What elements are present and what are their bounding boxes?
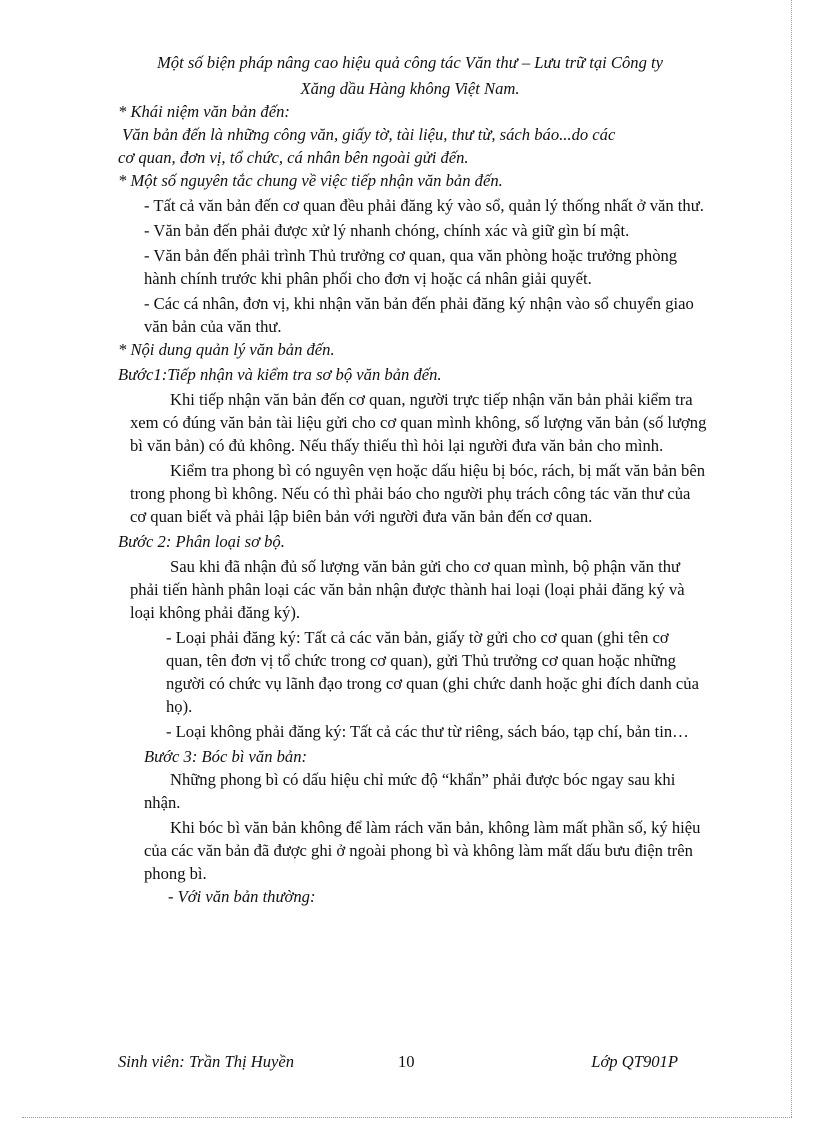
header-line-1: Một số biện pháp nâng cao hiệu quả công tác Văn thư – Lưu trữ tại Công ty [156,53,664,72]
footer-page-number: 10 [398,1052,415,1071]
principle-item: - Tất cả văn bản đến cơ quan đều phải đăng ký vào sổ, quản lý thống nhất ở văn thư. [144,196,704,215]
concept-text-line-1: Văn bản đến là những công văn, giấy tờ, tài liệu, thư từ, sách báo...do các [118,125,616,144]
document-body [118,100,708,908]
page-footer [118,1052,678,1076]
principle-item: - Văn bản đến phải được xử lý nhanh chóng, chính xác và giữ gìn bí mật. [144,221,630,240]
step3-paragraph: Khi bóc bì văn bản không để làm rách văn bản, không làm mất phần số, ký hiệu của các văn bản đã được ghi ở ngoài phong bì và không làm mất dấu bưu điện trên phong bì. [144,818,701,883]
header-line-2: Xăng dầu Hàng không Việt Nam. [300,79,520,98]
running-header [110,50,710,102]
step1-paragraph: Khi tiếp nhận văn bản đến cơ quan, người trực tiếp nhận văn bản phải kiểm tra xem có đúng văn bản tài liệu gửi cho cơ quan mình không, số lượng văn bản (số lượng bì văn bản) có đủ không. Nếu thấy thiếu thì hỏi lại người đưa văn bản cho mình. [130,390,707,455]
page-border-right [791,0,792,1117]
step2-item: - Loại phải đăng ký: Tất cả các văn bản, giấy tờ gửi cho cơ quan (ghi tên cơ quan, tên đơn vị tổ chức trong cơ quan), gửi Thủ trưởng cơ quan hoặc những người có chức vụ lãnh đạo trong cơ quan (ghi chức danh hoặc ghi đích danh của họ). [166,628,699,716]
step2-heading: Bước 2: Phân loại sơ bộ. [118,532,285,551]
management-heading: * Nội dung quản lý văn bản đến. [118,340,335,359]
step2-paragraph: Sau khi đã nhận đủ số lượng văn bản gửi cho cơ quan mình, bộ phận văn thư phải tiến hành phân loại các văn bản nhận được thành hai loại (loại phải đăng ký và loại không phải đăng ký). [130,557,685,622]
step2-item: - Loại không phải đăng ký: Tất cả các thư từ riêng, sách báo, tạp chí, bản tin… [166,722,689,741]
step3-heading: Bước 3: Bóc bì văn bản: [144,747,308,766]
page-border-bottom [22,1117,792,1118]
step1-paragraph: Kiểm tra phong bì có nguyên vẹn hoặc dấu hiệu bị bóc, rách, bị mất văn bản bên trong phong bì không. Nếu có thì phải báo cho người phụ trách công tác văn thư của cơ quan biết và phải lập biên bản với người đưa văn bản đến cơ quan. [130,461,705,526]
footer-class: Lớp QT901P [591,1052,678,1071]
step3-paragraph: Những phong bì có dấu hiệu chỉ mức độ “khẩn” phải được bóc ngay sau khi nhận. [144,770,676,812]
concept-heading: * Khái niệm văn bản đến: [118,102,290,121]
step1-heading: Bước1:Tiếp nhận và kiểm tra sơ bộ văn bản đến. [118,365,442,384]
principle-item: - Các cá nhân, đơn vị, khi nhận văn bản đến phải đăng ký nhận vào sổ chuyển giao văn bản của văn thư. [144,294,694,336]
step3-item: - Với văn bản thường: [168,887,316,906]
principles-heading: * Một số nguyên tắc chung về việc tiếp nhận văn bản đến. [118,171,503,190]
footer-student: Sinh viên: Trần Thị Huyền [118,1052,295,1071]
principle-item: - Văn bản đến phải trình Thủ trưởng cơ quan, qua văn phòng hoặc trưởng phòng hành chính trước khi phân phối cho đơn vị hoặc cá nhân giải quyết. [144,246,678,288]
concept-text-line-2: cơ quan, đơn vị, tổ chức, cá nhân bên ngoài gửi đến. [118,148,469,167]
